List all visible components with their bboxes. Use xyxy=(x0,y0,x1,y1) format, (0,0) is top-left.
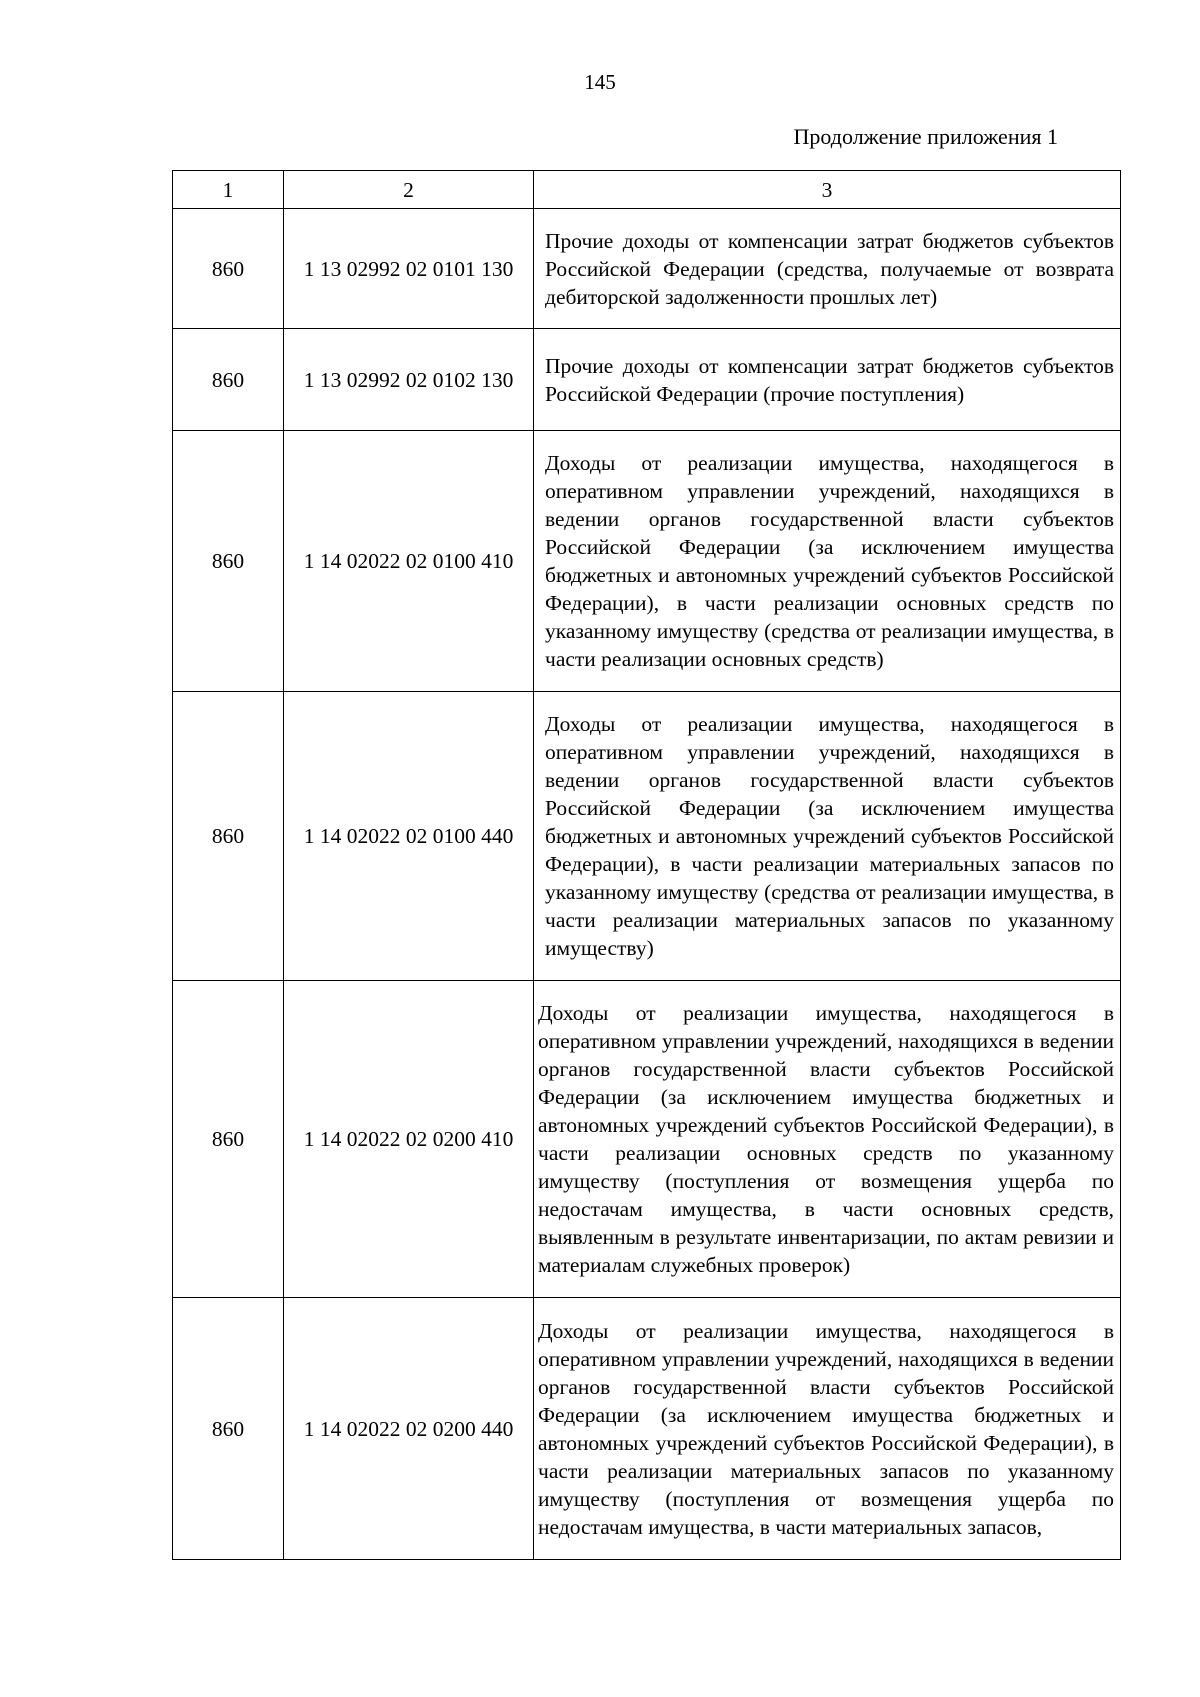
header-col-1: 1 xyxy=(173,171,284,209)
kbk-code-cell: 1 13 02992 02 0101 130 xyxy=(284,209,534,329)
appendix-continuation-label: Продолжение приложения 1 xyxy=(793,124,1058,149)
kbk-code-cell: 1 14 02022 02 0100 440 xyxy=(284,692,534,981)
kbk-code-cell: 1 13 02992 02 0102 130 xyxy=(284,329,534,431)
admin-code-cell: 860 xyxy=(173,692,284,981)
admin-code-cell: 860 xyxy=(173,1298,284,1560)
revenue-codes-table xyxy=(172,170,1121,1560)
kbk-code-cell: 1 14 02022 02 0100 410 xyxy=(284,431,534,692)
table-header-row xyxy=(173,171,1121,209)
admin-code-cell: 860 xyxy=(173,981,284,1298)
admin-code-cell: 860 xyxy=(173,431,284,692)
header-col-2: 2 xyxy=(284,171,534,209)
kbk-code-cell: 1 14 02022 02 0200 440 xyxy=(284,1298,534,1560)
description-cell: Прочие доходы от компенсации затрат бюджетов субъектов Российской Федерации (средства, получаемые от возврата дебиторской задолженности прошлых лет) xyxy=(534,209,1121,329)
table-row xyxy=(173,692,1121,981)
admin-code-cell: 860 xyxy=(173,209,284,329)
description-cell: Доходы от реализации имущества, находящегося в оперативном управлении учреждений, находящихся в ведении органов государственной власти субъектов Российской Федерации (за исключением имущества бюджетных и автономных учреждений субъектов Российской Федерации), в части реализации основных средств по указанному имуществу (средства от реализации имущества, в части реализации основных средств) xyxy=(534,431,1121,692)
table-row xyxy=(173,209,1121,329)
table-row xyxy=(173,981,1121,1298)
admin-code-cell: 860 xyxy=(173,329,284,431)
description-cell: Доходы от реализации имущества, находящегося в оперативном управлении учреждений, находящихся в ведении органов государственной власти субъектов Российской Федерации (за исключением имущества бюджетных и автономных учреждений субъектов Российской Федерации), в части реализации основных средств по указанному имуществу (поступления от возмещения ущерба по недостачам имущества, в части основных средств, выявленным в результате инвентаризации, по актам ревизии и материалам служебных проверок) xyxy=(534,981,1121,1298)
description-cell: Доходы от реализации имущества, находящегося в оперативном управлении учреждений, находящихся в ведении органов государственной власти субъектов Российской Федерации (за исключением имущества бюджетных и автономных учреждений субъектов Российской Федерации), в части реализации материальных запасов по указанному имуществу (средства от реализации имущества, в части реализации материальных запасов по указанному имуществу) xyxy=(534,692,1121,981)
header-col-3: 3 xyxy=(534,171,1121,209)
table-row xyxy=(173,431,1121,692)
page-number: 145 xyxy=(584,70,616,94)
description-cell: Прочие доходы от компенсации затрат бюджетов субъектов Российской Федерации (прочие поступления) xyxy=(534,329,1121,431)
description-cell: Доходы от реализации имущества, находящегося в оперативном управлении учреждений, находящихся в ведении органов государственной власти субъектов Российской Федерации (за исключением имущества бюджетных и автономных учреждений субъектов Российской Федерации), в части реализации материальных запасов по указанному имуществу (поступления от возмещения ущерба по недостачам имущества, в части материальных запасов, xyxy=(534,1298,1121,1560)
table-row xyxy=(173,1298,1121,1560)
table-row xyxy=(173,329,1121,431)
kbk-code-cell: 1 14 02022 02 0200 410 xyxy=(284,981,534,1298)
